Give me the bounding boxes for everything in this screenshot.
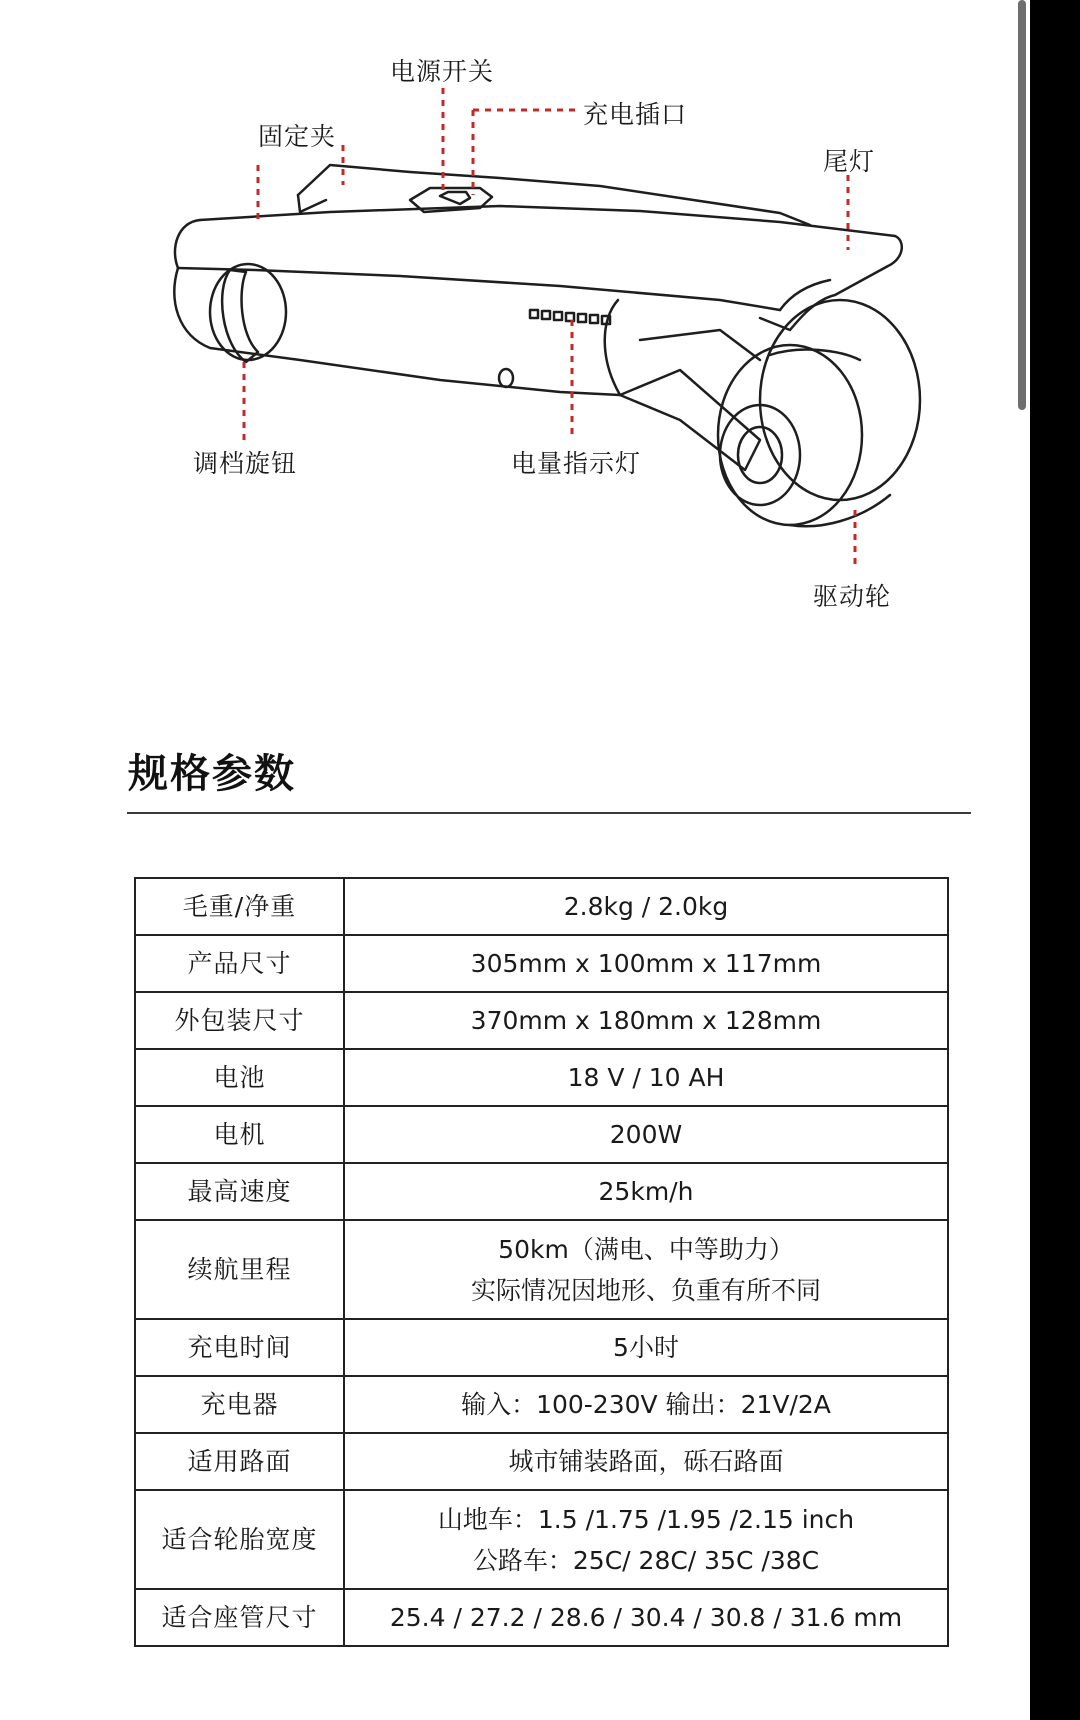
specs-title: 规格参数 <box>128 751 296 797</box>
spec-label-charge-time: 充电时间 <box>135 1319 344 1376</box>
spec-label-package-size: 外包装尺寸 <box>135 992 344 1049</box>
callout-tail-light: 尾灯 <box>823 147 876 176</box>
spec-value-product-size: 305mm x 100mm x 117mm <box>344 935 948 992</box>
spec-value-weight: 2.8kg / 2.0kg <box>344 878 948 935</box>
table-row <box>135 1163 948 1220</box>
table-row <box>135 1376 948 1433</box>
spec-label-road-surface: 适用路面 <box>135 1433 344 1490</box>
spec-value-tire-width: 山地车：1.5 /1.75 /1.95 /2.15 inch 公路车：25C/ 28C/ 35C /38C <box>344 1490 948 1589</box>
scrollbar[interactable] <box>1018 0 1026 410</box>
spec-value-max-speed: 25km/h <box>344 1163 948 1220</box>
spec-label-weight: 毛重/净重 <box>135 878 344 935</box>
spec-label-tire-width: 适合轮胎宽度 <box>135 1490 344 1589</box>
spec-value-motor: 200W <box>344 1106 948 1163</box>
table-row <box>135 878 948 935</box>
table-row <box>135 1049 948 1106</box>
drive-wheel-shape <box>760 300 920 500</box>
callout-drive-wheel: 驱动轮 <box>813 582 892 611</box>
spec-value-range: 50km（满电、中等助力） 实际情况因地形、负重有所不同 <box>344 1220 948 1319</box>
spec-label-range: 续航里程 <box>135 1220 344 1319</box>
spec-value-charger: 输入：100-230V 输出：21V/2A <box>344 1376 948 1433</box>
callout-gear-knob: 调档旋钮 <box>193 449 298 478</box>
table-row <box>135 1220 948 1319</box>
callout-battery-indicator: 电量指示灯 <box>511 449 642 478</box>
specs-table <box>134 877 949 1647</box>
spec-label-max-speed: 最高速度 <box>135 1163 344 1220</box>
callout-clamp: 固定夹 <box>258 122 337 151</box>
table-row <box>135 1106 948 1163</box>
specs-divider <box>127 812 971 814</box>
spec-label-charger: 充电器 <box>135 1376 344 1433</box>
battery-indicator-leds <box>530 310 610 324</box>
table-row <box>135 935 948 992</box>
table-row <box>135 992 948 1049</box>
spec-value-road-surface: 城市铺装路面，砾石路面 <box>344 1433 948 1490</box>
table-row <box>135 1433 948 1490</box>
spec-value-seatpost-size: 25.4 / 27.2 / 28.6 / 30.4 / 30.8 / 31.6 mm <box>344 1589 948 1646</box>
product-diagram <box>0 0 1030 650</box>
gear-knob-shape <box>210 264 286 360</box>
spec-label-seatpost-size: 适合座管尺寸 <box>135 1589 344 1646</box>
callout-charge-port: 充电插口 <box>583 100 688 129</box>
spec-value-charge-time: 5小时 <box>344 1319 948 1376</box>
spec-value-package-size: 370mm x 180mm x 128mm <box>344 992 948 1049</box>
table-row <box>135 1319 948 1376</box>
callout-power-switch: 电源开关 <box>390 57 495 86</box>
clamp-plate <box>298 165 810 225</box>
spec-label-battery: 电池 <box>135 1049 344 1106</box>
spec-value-battery: 18 V / 10 AH <box>344 1049 948 1106</box>
table-row <box>135 1589 948 1646</box>
spec-label-product-size: 产品尺寸 <box>135 935 344 992</box>
spec-label-motor: 电机 <box>135 1106 344 1163</box>
table-row <box>135 1490 948 1589</box>
